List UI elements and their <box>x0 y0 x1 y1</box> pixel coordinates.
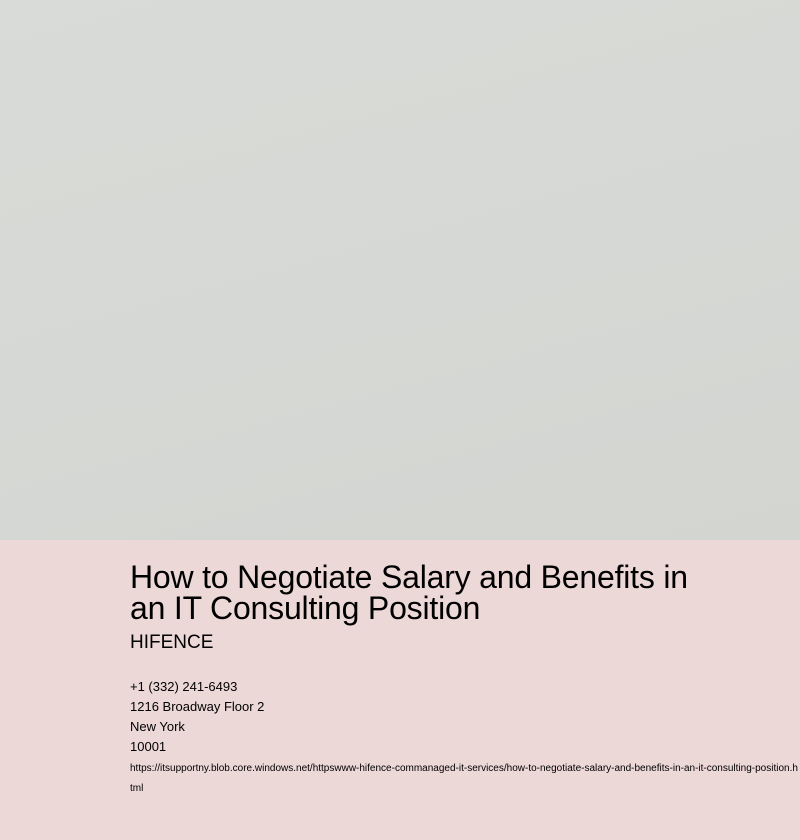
contact-block <box>130 677 264 757</box>
company-name: HIFENCE <box>130 632 214 653</box>
phone-number[interactable]: +1 (332) 241-6493 <box>130 679 238 694</box>
city: New York <box>130 719 185 734</box>
page-url-link[interactable]: https://itsupportny.blob.core.windows.net/httpswww-hifence-commanaged-it-services/how-to-negotiate-salary-and-benefits-in-an-it-consulting-position.html <box>130 763 798 794</box>
street-address: 1216 Broadway Floor 2 <box>130 699 265 714</box>
zip-code: 10001 <box>130 739 167 754</box>
info-panel <box>0 540 800 840</box>
page-title: How to Negotiate Salary and Benefits in an IT Consulting Position <box>130 559 688 626</box>
